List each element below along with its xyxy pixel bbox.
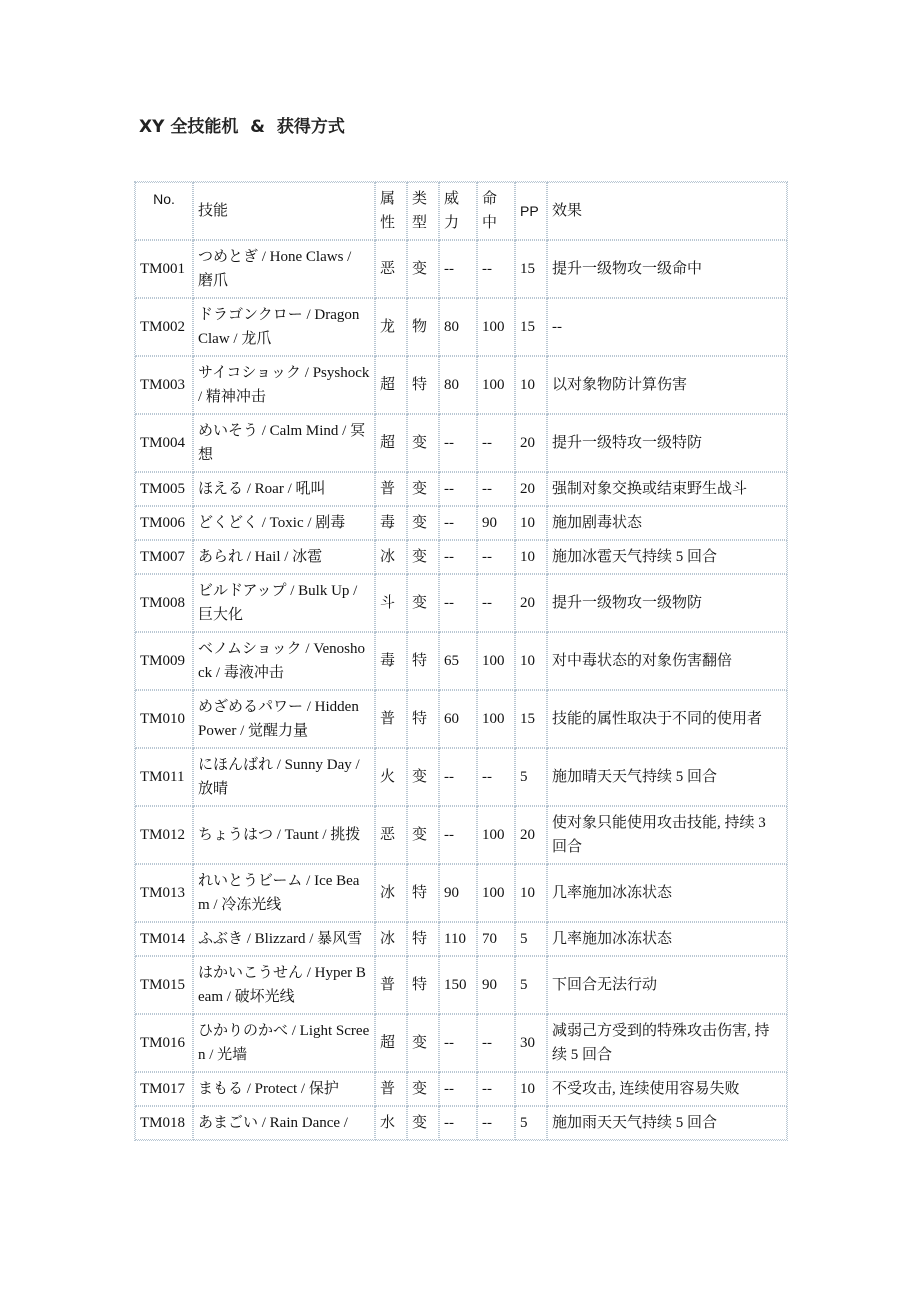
cell-accuracy: 100 xyxy=(477,690,515,748)
cell-accuracy: -- xyxy=(477,414,515,472)
cell-power: 110 xyxy=(439,922,477,956)
cell-power: 80 xyxy=(439,298,477,356)
header-type: 类型 xyxy=(407,182,439,240)
cell-pp: 15 xyxy=(515,298,547,356)
cell-effect: 减弱己方受到的特殊攻击伤害, 持续 5 回合 xyxy=(547,1014,787,1072)
cell-no: TM001 xyxy=(135,240,193,298)
header-pp: PP xyxy=(515,182,547,240)
table-row xyxy=(135,806,787,864)
cell-power: 60 xyxy=(439,690,477,748)
cell-effect: 施加雨天天气持续 5 回合 xyxy=(547,1106,787,1140)
cell-no: TM010 xyxy=(135,690,193,748)
cell-type: 变 xyxy=(407,240,439,298)
cell-attribute: 火 xyxy=(375,748,407,806)
cell-no: TM002 xyxy=(135,298,193,356)
cell-type: 变 xyxy=(407,574,439,632)
header-effect: 效果 xyxy=(547,182,787,240)
cell-accuracy: -- xyxy=(477,472,515,506)
cell-effect: 提升一级物攻一级物防 xyxy=(547,574,787,632)
cell-power: -- xyxy=(439,240,477,298)
cell-type: 特 xyxy=(407,922,439,956)
table-header-row xyxy=(135,182,787,240)
cell-effect: 施加剧毒状态 xyxy=(547,506,787,540)
cell-pp: 5 xyxy=(515,748,547,806)
cell-attribute: 超 xyxy=(375,1014,407,1072)
cell-attribute: 龙 xyxy=(375,298,407,356)
cell-power: -- xyxy=(439,506,477,540)
cell-accuracy: 70 xyxy=(477,922,515,956)
cell-move-name: れいとうビーム / Ice Beam / 冷冻光线 xyxy=(193,864,375,922)
cell-pp: 5 xyxy=(515,956,547,1014)
cell-power: -- xyxy=(439,540,477,574)
document-title: XY 全技能机 & 获得方式 xyxy=(139,117,345,137)
cell-move-name: ドラゴンクロー / Dragon Claw / 龙爪 xyxy=(193,298,375,356)
cell-move-name: サイコショック / Psyshock / 精神冲击 xyxy=(193,356,375,414)
cell-pp: 30 xyxy=(515,1014,547,1072)
cell-no: TM004 xyxy=(135,414,193,472)
cell-move-name: めいそう / Calm Mind / 冥想 xyxy=(193,414,375,472)
cell-attribute: 冰 xyxy=(375,864,407,922)
table-row xyxy=(135,298,787,356)
cell-type: 特 xyxy=(407,632,439,690)
cell-effect: 提升一级物攻一级命中 xyxy=(547,240,787,298)
cell-pp: 10 xyxy=(515,540,547,574)
cell-pp: 20 xyxy=(515,472,547,506)
cell-no: TM003 xyxy=(135,356,193,414)
table-row xyxy=(135,506,787,540)
cell-power: 80 xyxy=(439,356,477,414)
cell-no: TM013 xyxy=(135,864,193,922)
cell-type: 变 xyxy=(407,506,439,540)
cell-move-name: ちょうはつ / Taunt / 挑拨 xyxy=(193,806,375,864)
cell-power: -- xyxy=(439,1106,477,1140)
cell-effect: 以对象物防计算伤害 xyxy=(547,356,787,414)
cell-pp: 10 xyxy=(515,1072,547,1106)
table-row xyxy=(135,1014,787,1072)
cell-effect: 强制对象交换或结束野生战斗 xyxy=(547,472,787,506)
cell-attribute: 普 xyxy=(375,956,407,1014)
cell-power: -- xyxy=(439,574,477,632)
cell-type: 特 xyxy=(407,356,439,414)
cell-pp: 10 xyxy=(515,864,547,922)
cell-power: -- xyxy=(439,1014,477,1072)
cell-power: -- xyxy=(439,472,477,506)
cell-type: 特 xyxy=(407,690,439,748)
cell-attribute: 普 xyxy=(375,1072,407,1106)
cell-accuracy: -- xyxy=(477,574,515,632)
cell-no: TM005 xyxy=(135,472,193,506)
cell-pp: 20 xyxy=(515,806,547,864)
cell-power: 150 xyxy=(439,956,477,1014)
cell-accuracy: 100 xyxy=(477,298,515,356)
cell-move-name: あまごい / Rain Dance / xyxy=(193,1106,375,1140)
cell-accuracy: 100 xyxy=(477,356,515,414)
cell-type: 变 xyxy=(407,806,439,864)
cell-effect: 对中毒状态的对象伤害翻倍 xyxy=(547,632,787,690)
header-power: 威力 xyxy=(439,182,477,240)
cell-attribute: 冰 xyxy=(375,540,407,574)
cell-attribute: 毒 xyxy=(375,506,407,540)
tm-table xyxy=(134,181,788,1141)
header-no: No. xyxy=(135,182,193,240)
cell-power: 90 xyxy=(439,864,477,922)
cell-move-name: にほんばれ / Sunny Day / 放晴 xyxy=(193,748,375,806)
cell-power: -- xyxy=(439,806,477,864)
table-row xyxy=(135,748,787,806)
cell-move-name: ベノムショック / Venoshock / 毒液冲击 xyxy=(193,632,375,690)
cell-pp: 10 xyxy=(515,356,547,414)
cell-type: 特 xyxy=(407,956,439,1014)
table-row xyxy=(135,956,787,1014)
cell-attribute: 恶 xyxy=(375,240,407,298)
cell-move-name: ふぶき / Blizzard / 暴风雪 xyxy=(193,922,375,956)
cell-accuracy: 100 xyxy=(477,864,515,922)
cell-no: TM007 xyxy=(135,540,193,574)
cell-pp: 10 xyxy=(515,632,547,690)
cell-accuracy: -- xyxy=(477,540,515,574)
cell-effect: 施加冰雹天气持续 5 回合 xyxy=(547,540,787,574)
table-row xyxy=(135,632,787,690)
cell-attribute: 普 xyxy=(375,690,407,748)
table-row xyxy=(135,864,787,922)
cell-power: 65 xyxy=(439,632,477,690)
table-row xyxy=(135,356,787,414)
cell-move-name: つめとぎ / Hone Claws / 磨爪 xyxy=(193,240,375,298)
cell-no: TM006 xyxy=(135,506,193,540)
cell-accuracy: -- xyxy=(477,1072,515,1106)
cell-move-name: どくどく / Toxic / 剧毒 xyxy=(193,506,375,540)
cell-effect: -- xyxy=(547,298,787,356)
cell-type: 变 xyxy=(407,1072,439,1106)
table-row xyxy=(135,1106,787,1140)
cell-no: TM018 xyxy=(135,1106,193,1140)
table-row xyxy=(135,1072,787,1106)
cell-accuracy: -- xyxy=(477,1014,515,1072)
cell-attribute: 水 xyxy=(375,1106,407,1140)
cell-attribute: 恶 xyxy=(375,806,407,864)
cell-accuracy: -- xyxy=(477,748,515,806)
cell-no: TM016 xyxy=(135,1014,193,1072)
header-move: 技能 xyxy=(193,182,375,240)
cell-type: 物 xyxy=(407,298,439,356)
cell-pp: 5 xyxy=(515,922,547,956)
cell-attribute: 超 xyxy=(375,414,407,472)
table-body xyxy=(135,240,787,1140)
table-row xyxy=(135,472,787,506)
cell-attribute: 超 xyxy=(375,356,407,414)
header-accuracy: 命中 xyxy=(477,182,515,240)
cell-type: 变 xyxy=(407,748,439,806)
cell-no: TM015 xyxy=(135,956,193,1014)
cell-attribute: 斗 xyxy=(375,574,407,632)
cell-effect: 技能的属性取决于不同的使用者 xyxy=(547,690,787,748)
cell-power: -- xyxy=(439,748,477,806)
cell-accuracy: 100 xyxy=(477,632,515,690)
cell-type: 变 xyxy=(407,1106,439,1140)
cell-effect: 施加晴天天气持续 5 回合 xyxy=(547,748,787,806)
cell-effect: 几率施加冰冻状态 xyxy=(547,864,787,922)
cell-attribute: 普 xyxy=(375,472,407,506)
cell-no: TM011 xyxy=(135,748,193,806)
table-row xyxy=(135,922,787,956)
cell-accuracy: 100 xyxy=(477,806,515,864)
cell-power: -- xyxy=(439,414,477,472)
cell-effect: 使对象只能使用攻击技能, 持续 3 回合 xyxy=(547,806,787,864)
cell-effect: 几率施加冰冻状态 xyxy=(547,922,787,956)
cell-no: TM009 xyxy=(135,632,193,690)
cell-move-name: まもる / Protect / 保护 xyxy=(193,1072,375,1106)
cell-move-name: ほえる / Roar / 吼叫 xyxy=(193,472,375,506)
cell-move-name: あられ / Hail / 冰雹 xyxy=(193,540,375,574)
cell-move-name: ひかりのかべ / Light Screen / 光墙 xyxy=(193,1014,375,1072)
cell-effect: 下回合无法行动 xyxy=(547,956,787,1014)
cell-pp: 10 xyxy=(515,506,547,540)
cell-type: 特 xyxy=(407,864,439,922)
cell-pp: 20 xyxy=(515,574,547,632)
cell-accuracy: -- xyxy=(477,1106,515,1140)
table-row xyxy=(135,574,787,632)
cell-type: 变 xyxy=(407,1014,439,1072)
cell-effect: 不受攻击, 连续使用容易失败 xyxy=(547,1072,787,1106)
header-attribute: 属性 xyxy=(375,182,407,240)
table-row xyxy=(135,540,787,574)
cell-move-name: はかいこうせん / Hyper Beam / 破坏光线 xyxy=(193,956,375,1014)
cell-pp: 15 xyxy=(515,690,547,748)
cell-no: TM008 xyxy=(135,574,193,632)
cell-attribute: 毒 xyxy=(375,632,407,690)
cell-move-name: めざめるパワー / Hidden Power / 觉醒力量 xyxy=(193,690,375,748)
table-row xyxy=(135,414,787,472)
cell-type: 变 xyxy=(407,540,439,574)
cell-pp: 15 xyxy=(515,240,547,298)
table-row xyxy=(135,690,787,748)
cell-accuracy: -- xyxy=(477,240,515,298)
cell-no: TM012 xyxy=(135,806,193,864)
cell-type: 变 xyxy=(407,414,439,472)
cell-accuracy: 90 xyxy=(477,956,515,1014)
cell-attribute: 冰 xyxy=(375,922,407,956)
cell-type: 变 xyxy=(407,472,439,506)
cell-no: TM017 xyxy=(135,1072,193,1106)
cell-pp: 5 xyxy=(515,1106,547,1140)
cell-accuracy: 90 xyxy=(477,506,515,540)
table-row xyxy=(135,240,787,298)
cell-effect: 提升一级特攻一级特防 xyxy=(547,414,787,472)
cell-move-name: ビルドアップ / Bulk Up / 巨大化 xyxy=(193,574,375,632)
cell-no: TM014 xyxy=(135,922,193,956)
cell-pp: 20 xyxy=(515,414,547,472)
cell-power: -- xyxy=(439,1072,477,1106)
